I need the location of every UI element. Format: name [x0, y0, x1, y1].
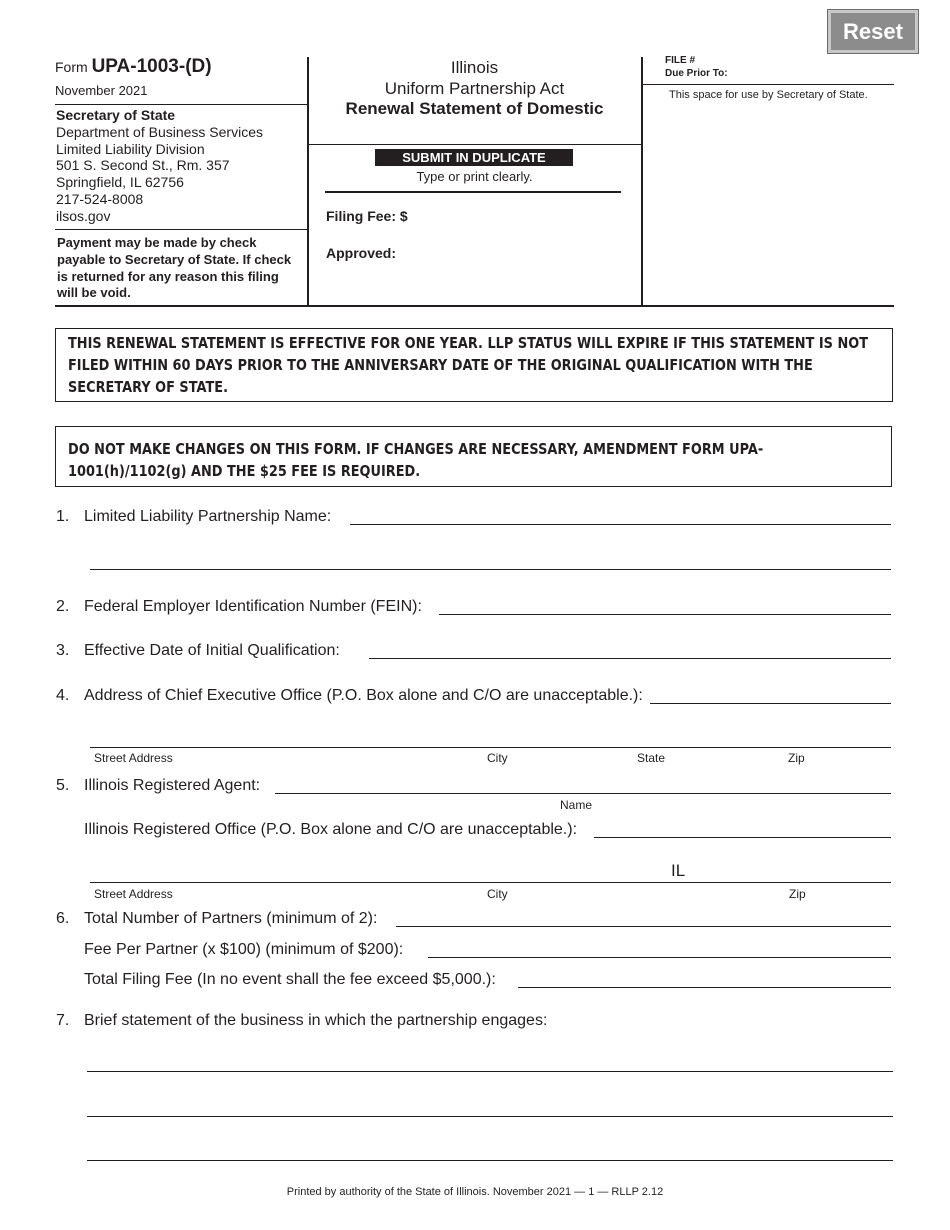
divider	[643, 84, 894, 85]
llp-name-input-line2[interactable]	[92, 549, 889, 569]
state-name: Illinois	[450, 58, 499, 77]
underline	[428, 957, 891, 958]
fein-input[interactable]	[441, 594, 889, 614]
state-caption: State	[637, 751, 666, 765]
underline	[594, 837, 891, 838]
item-number: 6.	[56, 910, 70, 927]
partners-count-input[interactable]	[398, 906, 889, 926]
divider	[55, 305, 894, 307]
underline	[90, 569, 891, 570]
file-number-label: FILE #	[665, 55, 696, 66]
form-title	[308, 58, 641, 120]
form-date: November 2021	[55, 83, 148, 98]
item-number: 4.	[56, 687, 70, 704]
business-statement-label: Brief statement of the business in which the partnership engages:	[84, 1012, 548, 1029]
divider	[325, 191, 621, 193]
registered-agent-label: Illinois Registered Agent:	[84, 777, 261, 794]
name-caption: Name	[560, 798, 593, 812]
type-print-note: Type or print clearly.	[416, 169, 533, 184]
due-prior-label: Due Prior To:	[665, 68, 728, 79]
item-number: 1.	[56, 508, 70, 525]
payment-note: Payment may be made by check payable to Secretary of State. If check is returned for any reason this filing will be void.	[57, 235, 292, 301]
changes-notice	[55, 426, 892, 487]
chief-office-address-input[interactable]	[92, 727, 889, 747]
total-fee-label: Total Filing Fee (In no event shall the fee exceed $5,000.):	[84, 971, 496, 988]
form-number-label	[55, 56, 212, 78]
registered-office-label: Illinois Registered Office (P.O. Box alone and C/O are unacceptable.):	[84, 821, 578, 838]
footer-note: Printed by authority of the State of Illinois. November 2021 — 1 — RLLP 2.12	[286, 1186, 664, 1198]
office-line: 217-524-8008	[56, 190, 144, 207]
filing-fee-label: Filing Fee: $	[326, 208, 408, 224]
underline	[369, 658, 891, 659]
fee-per-partner-label: Fee Per Partner (x $100) (minimum of $200):	[84, 941, 404, 958]
underline	[87, 1160, 893, 1161]
office-line: Department of Business Services	[56, 123, 263, 140]
llp-name-label: Limited Liability Partnership Name:	[84, 508, 332, 525]
llp-name-input[interactable]	[352, 504, 889, 524]
divider	[641, 57, 643, 306]
street-caption: Street Address	[94, 751, 173, 765]
approved-label: Approved:	[326, 245, 396, 261]
underline	[350, 524, 891, 525]
changes-notice-text: DO NOT MAKE CHANGES ON THIS FORM. IF CHANGES ARE NECESSARY, AMENDMENT FORM UPA-1001(h)/1102(g) AND THE $25 FEE IS REQUIRED.	[68, 440, 764, 480]
underline	[90, 882, 891, 883]
form-number: UPA-1003-(D)	[91, 56, 212, 77]
divider	[55, 104, 307, 105]
divider	[309, 144, 641, 145]
act-name: Uniform Partnership Act	[384, 78, 565, 98]
fee-per-partner-input[interactable]	[430, 937, 889, 957]
submit-badge: SUBMIT IN DUPLICATE	[375, 149, 573, 166]
item-number: 7.	[56, 1012, 70, 1029]
underline	[275, 793, 891, 794]
underline	[439, 614, 891, 615]
zip-caption: Zip	[788, 751, 805, 765]
office-line: Limited Liability Division	[56, 140, 205, 157]
city-caption: City	[487, 887, 508, 901]
business-statement-line3[interactable]	[89, 1140, 891, 1160]
office-line: ilsos.gov	[56, 207, 111, 224]
registered-agent-input[interactable]	[277, 773, 889, 793]
form-prefix: Form	[55, 59, 88, 75]
registered-office-state: IL	[671, 861, 686, 880]
item-number: 5.	[56, 777, 70, 794]
filing-fee-input[interactable]	[420, 206, 620, 226]
underline	[87, 1116, 893, 1117]
underline	[396, 926, 891, 927]
office-line: Springfield, IL 62756	[56, 174, 184, 191]
office-title: Secretary of State	[56, 107, 176, 123]
office-line: 501 S. Second St., Rm. 357	[56, 157, 230, 174]
qualification-date-input[interactable]	[371, 638, 889, 658]
partners-count-label: Total Number of Partners (minimum of 2):	[84, 910, 378, 927]
street-caption: Street Address	[94, 887, 173, 901]
city-caption: City	[487, 751, 508, 765]
secretary-address-block	[56, 107, 263, 225]
effective-notice-text: THIS RENEWAL STATEMENT IS EFFECTIVE FOR ONE YEAR. LLP STATUS WILL EXPIRE IF THIS STATEMENT IS NOT FILED WITHIN 60 DAYS PRIOR TO THE ANNIVERSARY DATE OF THE ORIGINAL QUALIFICATION WITH THE SECRETARY OF STATE.	[68, 334, 869, 396]
zip-caption: Zip	[789, 887, 806, 901]
underline	[650, 703, 891, 704]
effective-notice	[55, 328, 893, 402]
qualification-date-label: Effective Date of Initial Qualification:	[84, 642, 340, 659]
item-number: 2.	[56, 598, 70, 615]
statement-title: Renewal Statement of Domestic	[345, 99, 604, 118]
fein-label: Federal Employer Identification Number (FEIN):	[84, 598, 422, 615]
reset-button[interactable]: Reset	[828, 10, 918, 53]
business-statement-line2[interactable]	[89, 1096, 891, 1116]
registered-office-input[interactable]	[596, 817, 889, 837]
chief-office-input[interactable]	[652, 683, 889, 703]
sos-space-note: This space for use by Secretary of State.	[669, 89, 868, 101]
underline	[87, 1071, 893, 1072]
registered-office-address-input[interactable]	[92, 862, 652, 882]
item-number: 3.	[56, 642, 70, 659]
file-number-block	[665, 54, 728, 80]
divider	[55, 229, 307, 230]
underline	[518, 987, 891, 988]
chief-office-label: Address of Chief Executive Office (P.O. Box alone and C/O are unacceptable.):	[84, 687, 643, 704]
business-statement-line1[interactable]	[89, 1051, 891, 1071]
underline	[90, 747, 891, 748]
total-fee-input[interactable]	[520, 967, 889, 987]
